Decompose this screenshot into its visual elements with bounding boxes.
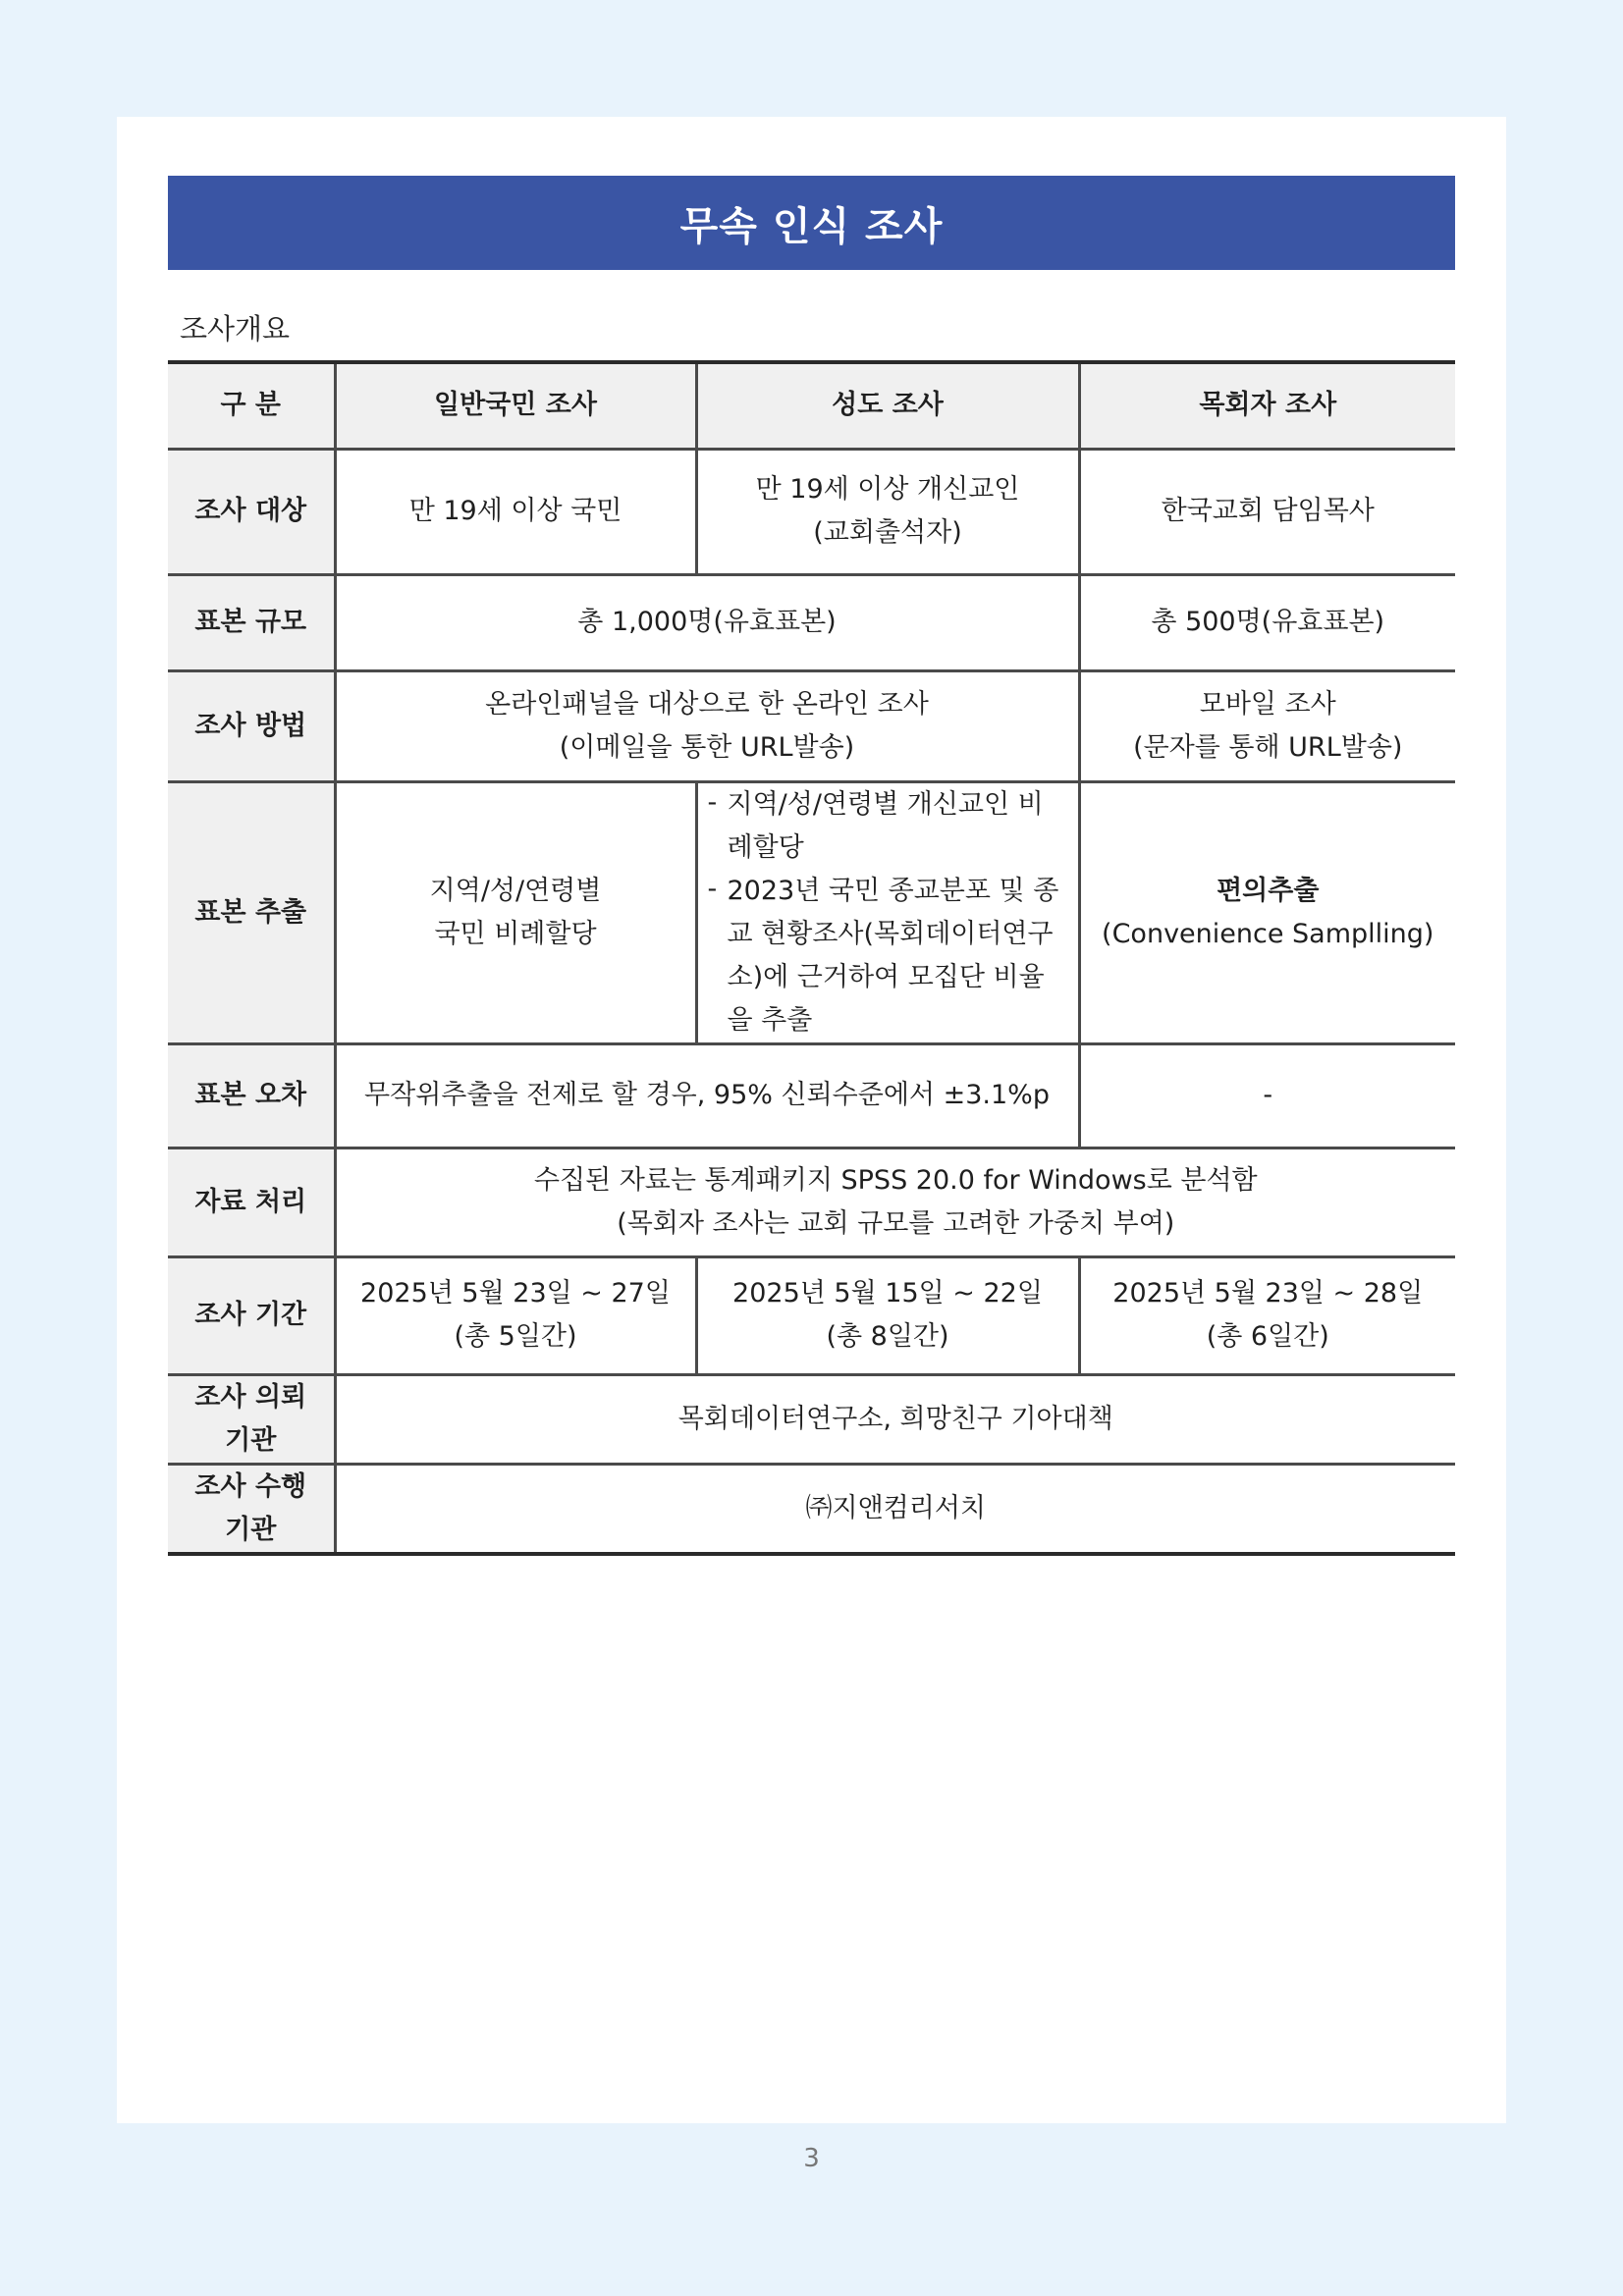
table-row-sampling (168, 781, 1455, 1043)
cell-believer (696, 781, 1079, 1043)
cell-line: 만 19세 이상 개신교인 (755, 474, 1020, 505)
cell-public (335, 670, 1079, 781)
table-row-method (168, 670, 1455, 781)
cell-line: 2025년 5월 23일 ~ 28일 (1112, 1278, 1424, 1308)
cell-pastor (1079, 1256, 1455, 1374)
cell-line: (Convenience Samplling) (1102, 918, 1434, 949)
page-title: 무속 인식 조사 (168, 176, 1455, 270)
document-page (117, 117, 1506, 2123)
cell-line: 2025년 5월 23일 ~ 27일 (360, 1278, 671, 1308)
header-believer: 성도 조사 (696, 362, 1079, 449)
header-pastor: 목회자 조사 (1079, 362, 1455, 449)
table-row-error (168, 1043, 1455, 1148)
cell-pastor: 한국교회 담임목사 (1079, 449, 1455, 574)
cell-line: (총 8일간) (826, 1321, 949, 1352)
cell-line: 모바일 조사 (1199, 688, 1336, 720)
cell-believer (696, 449, 1079, 574)
list-item: - 2023년 국민 종교분포 및 종교 현황조사(목회데이터연구소)에 근거하여 모집단 비율을 추출 (704, 870, 1064, 1042)
table-row-period (168, 1256, 1455, 1374)
table-row-client (168, 1374, 1455, 1464)
cell-general (335, 1256, 696, 1374)
row-label (168, 1464, 335, 1554)
row-label (168, 1374, 335, 1464)
row-label: 표본 오차 (168, 1043, 335, 1148)
row-label: 자료 처리 (168, 1148, 335, 1256)
table-row-processing (168, 1148, 1455, 1256)
cell-line: (문자를 통해 URL발송) (1133, 731, 1403, 763)
cell-line: (총 5일간) (454, 1321, 577, 1352)
row-label: 조사 대상 (168, 449, 335, 574)
survey-overview-table (168, 360, 1455, 1556)
row-label: 표본 추출 (168, 781, 335, 1043)
list-item: - 지역/성/연령별 개신교인 비례할당 (704, 783, 1064, 870)
cell-line: 국민 비례할당 (434, 918, 597, 949)
label-line: 기관 (225, 1514, 277, 1545)
cell-general (335, 781, 696, 1043)
section-label: 조사개요 (180, 312, 291, 346)
cell-all: ㈜지앤컴리서치 (335, 1464, 1455, 1554)
cell-general: 만 19세 이상 국민 (335, 449, 696, 574)
cell-line: (교회출석자) (813, 517, 962, 548)
cell-line: 수집된 자료는 통계패키지 SPSS 20.0 for Windows로 분석함 (533, 1164, 1258, 1196)
cell-pastor: - (1079, 1043, 1455, 1148)
row-label: 조사 기간 (168, 1256, 335, 1374)
cell-line: 지역/성/연령별 (429, 875, 602, 906)
header-category: 구 분 (168, 362, 335, 449)
cell-public: 무작위추출을 전제로 할 경우, 95% 신뢰수준에서 ±3.1%p (335, 1043, 1079, 1148)
cell-pastor: 총 500명(유효표본) (1079, 574, 1455, 670)
cell-believer (696, 1256, 1079, 1374)
header-general: 일반국민 조사 (335, 362, 696, 449)
cell-pastor (1079, 670, 1455, 781)
table-row-sample-size (168, 574, 1455, 670)
cell-line: (총 6일간) (1206, 1321, 1329, 1352)
cell-public: 총 1,000명(유효표본) (335, 574, 1079, 670)
label-line: 기관 (225, 1424, 277, 1456)
page-number: 3 (803, 2144, 820, 2173)
table-header-row (168, 362, 1455, 449)
label-line: 조사 의뢰 (194, 1381, 307, 1413)
table-row-target (168, 449, 1455, 574)
cell-line: 온라인패널을 대상으로 한 온라인 조사 (485, 688, 929, 720)
cell-all: 목회데이터연구소, 희망친구 기아대책 (335, 1374, 1455, 1464)
row-label: 조사 방법 (168, 670, 335, 781)
table-row-executor (168, 1464, 1455, 1554)
cell-pastor (1079, 781, 1455, 1043)
cell-line: 2025년 5월 15일 ~ 22일 (732, 1278, 1043, 1308)
cell-line: (이메일을 통한 URL발송) (559, 731, 855, 763)
cell-line: (목회자 조사는 교회 규모를 고려한 가중치 부여) (617, 1207, 1175, 1239)
cell-all (335, 1148, 1455, 1256)
label-line: 조사 수행 (194, 1470, 307, 1502)
row-label: 표본 규모 (168, 574, 335, 670)
dash-list (704, 783, 1064, 1042)
cell-line: 편의추출 (1217, 875, 1320, 906)
